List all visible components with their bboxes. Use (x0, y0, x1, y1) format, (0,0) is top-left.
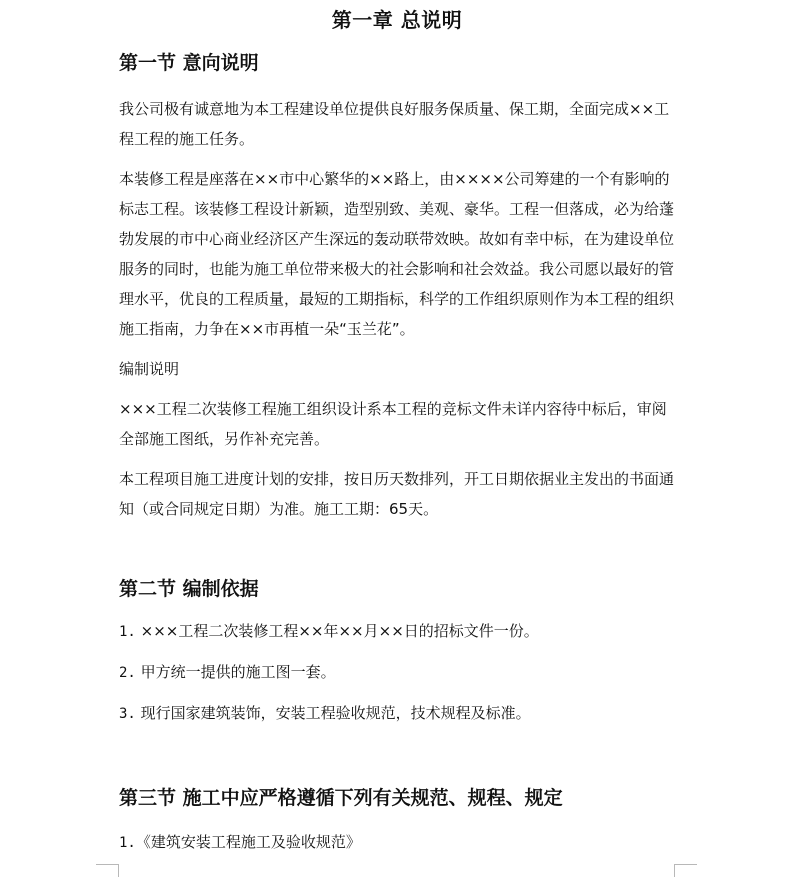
page-corner-mark-right (674, 864, 697, 877)
paragraph-intent-1: 我公司极有诚意地为本工程建设单位提供良好服务保质量、保工期，全面完成××工程工程的施工任务。 (119, 100, 670, 148)
section-heading-intent: 第一节 意向说明 (119, 52, 259, 74)
list-item-text: 《建筑安装工程施工及验收规范》 (135, 833, 361, 851)
page-corner-mark-left (96, 864, 119, 877)
section-heading-standards: 第三节 施工中应严格遵循下列有关规范、规程、规定 (119, 787, 563, 809)
standards-list (119, 827, 679, 858)
paragraph-compilation-2: 本工程项目施工进度计划的安排，按日历天数排列，开工日期依据业主发出的书面通知（或合同规定日期）为准。施工工期：65天。 (119, 470, 675, 518)
paragraph-compilation-1: ×××工程二次装修工程施工组织设计系本工程的竞标文件未详内容待中标后，审阅全部施工图纸，另作补充完善。 (119, 400, 667, 448)
list-item-number: 1. (119, 835, 136, 851)
list-item (119, 827, 679, 858)
subheading-compilation-notes: 编制说明 (119, 360, 180, 378)
list-item-number: 2. (119, 665, 136, 681)
list-item-text: 甲方统一提供的施工图一套。 (140, 663, 336, 681)
paragraph-intent-2: 本装修工程是座落在××市中心繁华的××路上，由××××公司筹建的一个有影响的标志工程。该装修工程设计新颖，造型别致、美观、豪华。工程一但落成，必为给蓬勃发展的市中心商业经济区产生深远的轰动联带效映。故如有幸中标，在为建设单位服务的同时，也能为施工单位带来极大的社会影响和社会效益。我公司愿以最好的管理水平，优良的工程质量，最短的工期指标，科学的工作组织原则作为本工程的组织施工指南，力争在××市再植一朵“玉兰花”。 (119, 170, 675, 338)
list-item-number: 3. (119, 706, 136, 722)
section-heading-basis: 第二节 编制依据 (119, 578, 259, 600)
list-item (119, 698, 679, 729)
list-item (119, 616, 679, 647)
list-item-text: ×××工程二次装修工程××年××月××日的招标文件一份。 (140, 622, 539, 640)
list-item (119, 657, 679, 688)
document-body (119, 48, 679, 858)
chapter-title: 第一章 总说明 (331, 8, 463, 32)
list-item-text: 现行国家建筑装饰，安装工程验收规范，技术规程及标准。 (140, 704, 531, 722)
basis-list (119, 616, 679, 729)
list-item-number: 1. (119, 624, 136, 640)
